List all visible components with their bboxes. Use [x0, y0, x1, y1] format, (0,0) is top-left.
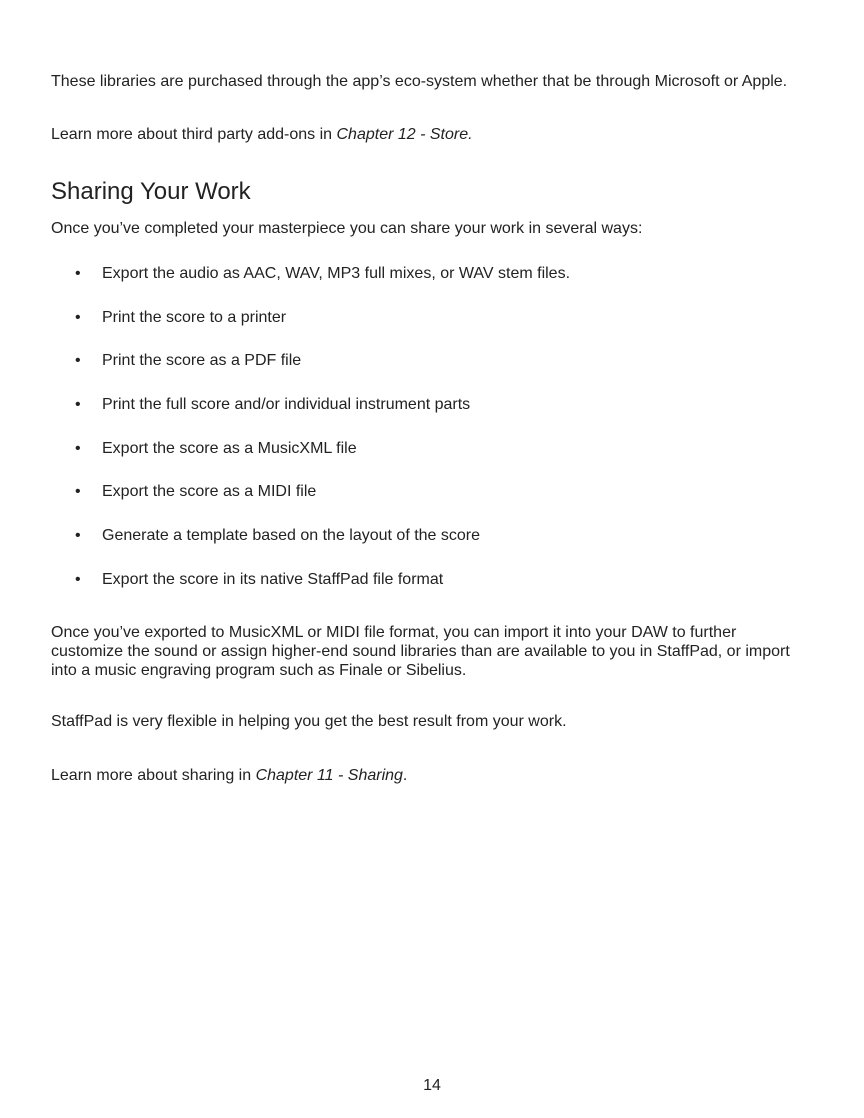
- sharing-prefix: Learn more about sharing in: [51, 767, 256, 784]
- list-item-text: Print the score as a PDF file: [102, 352, 302, 370]
- list-item-text: Export the audio as AAC, WAV, MP3 full mixes, or WAV stem files.: [102, 265, 571, 282]
- list-item-text: Print the full score and/or individual instrument parts: [102, 396, 471, 414]
- sharing-chapter-reference: Chapter 11 - Sharing: [255, 767, 403, 784]
- bullet-icon: •: [75, 439, 81, 457]
- sharing-reference-paragraph: [51, 766, 811, 785]
- addons-prefix: Learn more about third party add-ons in: [51, 126, 337, 143]
- libraries-paragraph: These libraries are purchased through the app’s eco-system whether that be through Microsoft or Apple.: [51, 73, 788, 90]
- list-item-text: Export the score as a MIDI file: [102, 483, 317, 501]
- addons-paragraph: [51, 125, 811, 144]
- list-item-text: Export the score as a MusicXML file: [102, 439, 357, 457]
- bullet-icon: •: [75, 483, 81, 501]
- bullet-icon: •: [75, 265, 81, 282]
- bullet-icon: •: [75, 352, 81, 370]
- list-item-text: Export the score in its native StaffPad file format: [102, 570, 444, 588]
- page-number: 14: [423, 1077, 441, 1094]
- export-paragraph: Once you’ve exported to MusicXML or MIDI file format, you can import it into your DAW to further customize the sound or assign higher-end sound libraries than are available to you in StaffPad, or import into a music engraving program such as Finale or Sibelius.: [51, 624, 790, 679]
- section-heading: Sharing Your Work: [51, 178, 251, 205]
- list-item-text: Generate a template based on the layout of the score: [102, 527, 481, 545]
- addons-chapter-reference: Chapter 12 - Store.: [336, 126, 473, 143]
- list-item-text: Print the score to a printer: [102, 308, 287, 326]
- bullet-icon: •: [75, 570, 81, 588]
- bullet-icon: •: [75, 308, 81, 326]
- flexibility-paragraph: StaffPad is very flexible in helping you get the best result from your work.: [51, 713, 567, 730]
- sharing-lead-paragraph: Once you’ve completed your masterpiece you can share your work in several ways:: [51, 220, 643, 237]
- bullet-icon: •: [75, 396, 81, 414]
- sharing-suffix: .: [402, 767, 408, 784]
- bullet-icon: •: [75, 527, 81, 545]
